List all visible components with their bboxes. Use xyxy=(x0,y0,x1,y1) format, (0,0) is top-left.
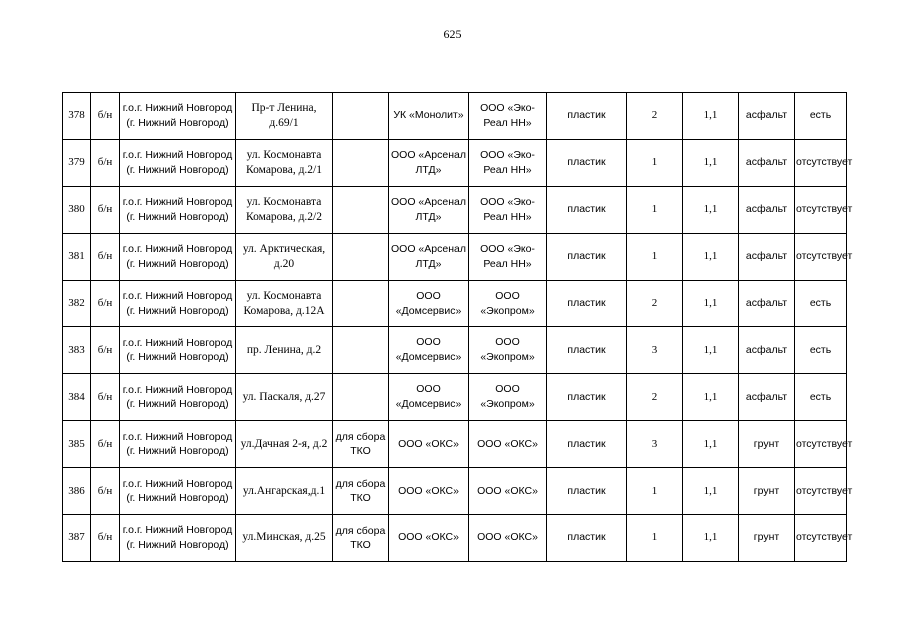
registry-number: б/н xyxy=(91,515,120,562)
material-cell: пластик xyxy=(547,421,627,468)
waste-sites-table xyxy=(62,92,853,562)
operator-cell: ООО «Эко-Реал НН» xyxy=(469,233,547,280)
row-number: 380 xyxy=(63,186,91,233)
fence-cell: отсутствует xyxy=(795,139,847,186)
owner-cell: ООО «Домсервис» xyxy=(389,327,469,374)
district-cell: г.о.г. Нижний Новгород (г. Нижний Новгород) xyxy=(120,280,236,327)
page-number: 625 xyxy=(443,27,462,41)
volume-cell: 1,1 xyxy=(683,421,739,468)
fence-cell: есть xyxy=(795,93,847,140)
material-cell: пластик xyxy=(547,233,627,280)
table-row xyxy=(63,233,847,280)
count-cell: 1 xyxy=(627,186,683,233)
row-number: 385 xyxy=(63,421,91,468)
row-number: 386 xyxy=(63,468,91,515)
operator-cell: ООО «Эко-Реал НН» xyxy=(469,139,547,186)
purpose-cell: для сбора ТКО xyxy=(333,468,389,515)
count-cell: 3 xyxy=(627,421,683,468)
table-row xyxy=(63,93,847,140)
district-cell: г.о.г. Нижний Новгород (г. Нижний Новгород) xyxy=(120,468,236,515)
row-number: 383 xyxy=(63,327,91,374)
material-cell: пластик xyxy=(547,468,627,515)
surface-cell: асфальт xyxy=(739,139,795,186)
surface-cell: асфальт xyxy=(739,233,795,280)
table-row xyxy=(63,186,847,233)
address-cell: ул.Минская, д.25 xyxy=(236,515,333,562)
material-cell: пластик xyxy=(547,280,627,327)
purpose-cell: для сбора ТКО xyxy=(333,515,389,562)
owner-cell: ООО «ОКС» xyxy=(389,421,469,468)
owner-cell: ООО «Домсервис» xyxy=(389,374,469,421)
registry-number: б/н xyxy=(91,421,120,468)
district-cell: г.о.г. Нижний Новгород (г. Нижний Новгород) xyxy=(120,186,236,233)
operator-cell: ООО «Экопром» xyxy=(469,374,547,421)
surface-cell: асфальт xyxy=(739,280,795,327)
table-row xyxy=(63,139,847,186)
owner-cell: ООО «ОКС» xyxy=(389,468,469,515)
table-row xyxy=(63,374,847,421)
owner-cell: ООО «Арсенал ЛТД» xyxy=(389,139,469,186)
owner-cell: ООО «Арсенал ЛТД» xyxy=(389,233,469,280)
operator-cell: ООО «ОКС» xyxy=(469,515,547,562)
operator-cell: ООО «ОКС» xyxy=(469,421,547,468)
volume-cell: 1,1 xyxy=(683,374,739,421)
surface-cell: асфальт xyxy=(739,374,795,421)
volume-cell: 1,1 xyxy=(683,280,739,327)
surface-cell: асфальт xyxy=(739,93,795,140)
owner-cell: УК «Монолит» xyxy=(389,93,469,140)
purpose-cell xyxy=(333,93,389,140)
volume-cell: 1,1 xyxy=(683,515,739,562)
volume-cell: 1,1 xyxy=(683,186,739,233)
row-number: 387 xyxy=(63,515,91,562)
volume-cell: 1,1 xyxy=(683,233,739,280)
count-cell: 2 xyxy=(627,93,683,140)
count-cell: 1 xyxy=(627,233,683,280)
volume-cell: 1,1 xyxy=(683,468,739,515)
fence-cell: отсутствует xyxy=(795,421,847,468)
count-cell: 1 xyxy=(627,515,683,562)
fence-cell: есть xyxy=(795,280,847,327)
row-number: 382 xyxy=(63,280,91,327)
fence-cell: есть xyxy=(795,374,847,421)
purpose-cell xyxy=(333,374,389,421)
table-row xyxy=(63,280,847,327)
district-cell: г.о.г. Нижний Новгород (г. Нижний Новгород) xyxy=(120,327,236,374)
material-cell: пластик xyxy=(547,93,627,140)
purpose-cell xyxy=(333,327,389,374)
row-number: 378 xyxy=(63,93,91,140)
surface-cell: грунт xyxy=(739,468,795,515)
address-cell: ул.Ангарская,д.1 xyxy=(236,468,333,515)
purpose-cell xyxy=(333,280,389,327)
material-cell: пластик xyxy=(547,327,627,374)
surface-cell: грунт xyxy=(739,421,795,468)
fence-cell: отсутствует xyxy=(795,186,847,233)
row-number: 384 xyxy=(63,374,91,421)
purpose-cell: для сбора ТКО xyxy=(333,421,389,468)
district-cell: г.о.г. Нижний Новгород (г. Нижний Новгород) xyxy=(120,374,236,421)
registry-number: б/н xyxy=(91,468,120,515)
address-cell: Пр-т Ленина, д.69/1 xyxy=(236,93,333,140)
volume-cell: 1,1 xyxy=(683,327,739,374)
material-cell: пластик xyxy=(547,374,627,421)
address-cell: ул. Паскаля, д.27 xyxy=(236,374,333,421)
registry-number: б/н xyxy=(91,139,120,186)
purpose-cell xyxy=(333,233,389,280)
table-row xyxy=(63,515,847,562)
surface-cell: грунт xyxy=(739,515,795,562)
purpose-cell xyxy=(333,186,389,233)
owner-cell: ООО «ОКС» xyxy=(389,515,469,562)
surface-cell: асфальт xyxy=(739,327,795,374)
count-cell: 3 xyxy=(627,327,683,374)
purpose-cell xyxy=(333,139,389,186)
operator-cell: ООО «Эко-Реал НН» xyxy=(469,93,547,140)
surface-cell: асфальт xyxy=(739,186,795,233)
owner-cell: ООО «Домсервис» xyxy=(389,280,469,327)
district-cell: г.о.г. Нижний Новгород (г. Нижний Новгород) xyxy=(120,421,236,468)
row-number: 381 xyxy=(63,233,91,280)
district-cell: г.о.г. Нижний Новгород (г. Нижний Новгород) xyxy=(120,93,236,140)
address-cell: пр. Ленина, д.2 xyxy=(236,327,333,374)
registry-number: б/н xyxy=(91,93,120,140)
table-row xyxy=(63,468,847,515)
volume-cell: 1,1 xyxy=(683,93,739,140)
fence-cell: отсутствует xyxy=(795,515,847,562)
district-cell: г.о.г. Нижний Новгород (г. Нижний Новгород) xyxy=(120,515,236,562)
row-number: 379 xyxy=(63,139,91,186)
address-cell: ул.Дачная 2-я, д.2 xyxy=(236,421,333,468)
fence-cell: отсутствует xyxy=(795,233,847,280)
operator-cell: ООО «Эко-Реал НН» xyxy=(469,186,547,233)
district-cell: г.о.г. Нижний Новгород (г. Нижний Новгород) xyxy=(120,233,236,280)
material-cell: пластик xyxy=(547,186,627,233)
address-cell: ул. Космонавта Комарова, д.12А xyxy=(236,280,333,327)
material-cell: пластик xyxy=(547,515,627,562)
operator-cell: ООО «Экопром» xyxy=(469,327,547,374)
registry-number: б/н xyxy=(91,374,120,421)
count-cell: 1 xyxy=(627,468,683,515)
fence-cell: отсутствует xyxy=(795,468,847,515)
address-cell: ул. Космонавта Комарова, д.2/1 xyxy=(236,139,333,186)
operator-cell: ООО «Экопром» xyxy=(469,280,547,327)
table-row xyxy=(63,421,847,468)
volume-cell: 1,1 xyxy=(683,139,739,186)
registry-number: б/н xyxy=(91,280,120,327)
address-cell: ул. Космонавта Комарова, д.2/2 xyxy=(236,186,333,233)
fence-cell: есть xyxy=(795,327,847,374)
table-row xyxy=(63,327,847,374)
address-cell: ул. Арктическая, д.20 xyxy=(236,233,333,280)
count-cell: 1 xyxy=(627,139,683,186)
count-cell: 2 xyxy=(627,280,683,327)
registry-number: б/н xyxy=(91,186,120,233)
count-cell: 2 xyxy=(627,374,683,421)
material-cell: пластик xyxy=(547,139,627,186)
operator-cell: ООО «ОКС» xyxy=(469,468,547,515)
registry-number: б/н xyxy=(91,327,120,374)
owner-cell: ООО «Арсенал ЛТД» xyxy=(389,186,469,233)
district-cell: г.о.г. Нижний Новгород (г. Нижний Новгород) xyxy=(120,139,236,186)
registry-number: б/н xyxy=(91,233,120,280)
